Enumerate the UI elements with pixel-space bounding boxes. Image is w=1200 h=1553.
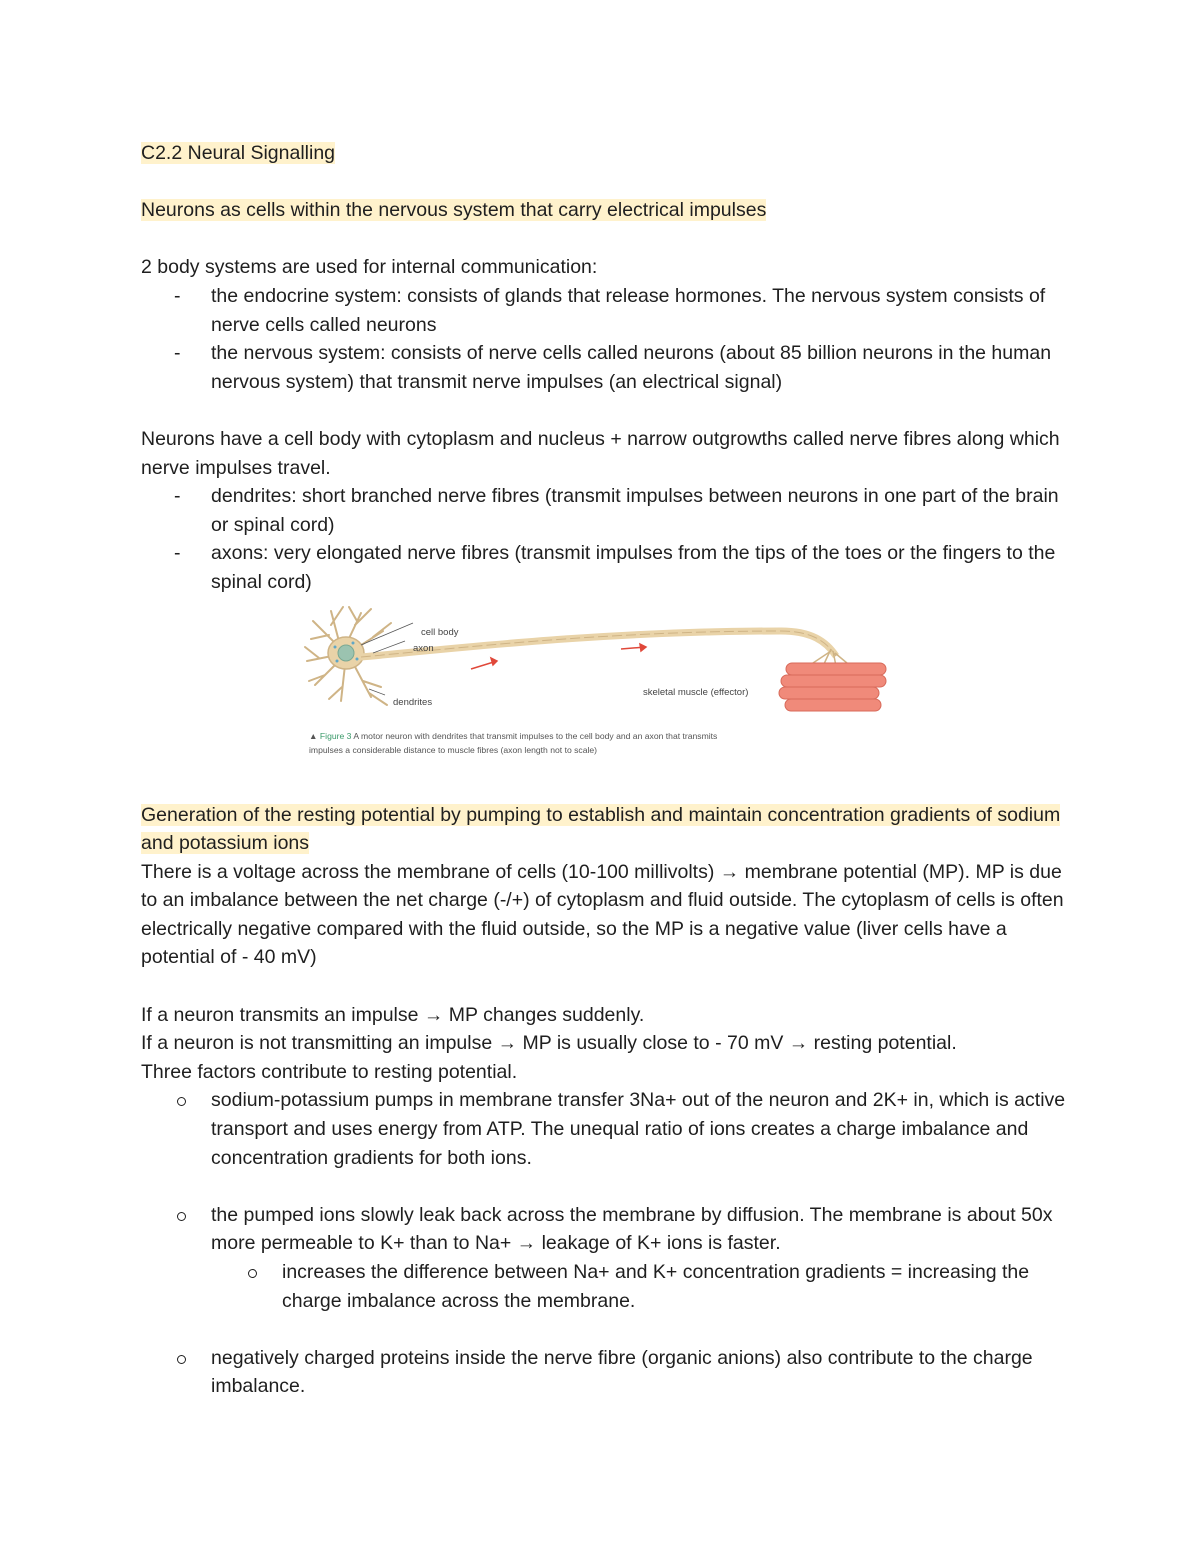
section-heading-neurons: Neurons as cells within the nervous system that carry electrical impulses [141, 199, 767, 222]
label-skeletal-muscle: skeletal muscle (effector) [643, 686, 749, 698]
label-axon: axon [413, 642, 434, 654]
page-title: C2.2 Neural Signalling [141, 142, 336, 164]
paragraph-membrane-potential: There is a voltage across the membrane of cells (10-100 millivolts) → membrane potential (MP). MP is due to an imbalance between the net charge (-/+) of cytoplasm and fluid outside. The cytoplasm of cells is often electrically negative compared with the fluid outside, so the MP is a negative value (liver cells have a potential of - 40 mV) [141, 860, 1064, 969]
list-item: negatively charged proteins inside the nerve fibre (organic anions) also contribute to the charge imbalance. [141, 1344, 1066, 1401]
dash-bullet: - [174, 485, 181, 508]
paragraph-neurons: Neurons have a cell body with cytoplasm and nucleus + narrow outgrowths called nerve fibres along which nerve impulses travel. [141, 427, 1060, 479]
circle-bullet-icon [248, 1269, 257, 1278]
list-factors [141, 1086, 1066, 1172]
paragraph-body-systems: 2 body systems are used for internal communication: [141, 256, 598, 279]
motor-neuron-figure [141, 601, 1066, 801]
list-nerve-fibres [141, 482, 1066, 596]
list-factors [141, 1344, 1066, 1401]
list-body-systems [141, 282, 1066, 396]
section-heading-resting-potential: Generation of the resting potential by pumping to establish and maintain concentration gradients of sodium and potassium ions [141, 803, 1061, 855]
figure-caption: ▲ Figure 3 A motor neuron with dendrites that transmit impulses to the cell body and an axon that transmits impulses a considerable distance to muscle fibres (axon length not to scale) [309, 730, 718, 755]
dash-bullet: - [174, 284, 181, 307]
label-cell-body: cell body [421, 626, 459, 638]
list-item: - axons: very elongated nerve fibres (transmit impulses from the tips of the toes or the fingers to the spinal cord) [141, 539, 1066, 596]
dash-bullet: - [174, 542, 181, 565]
list-item: the pumped ions slowly leak back across the membrane by diffusion. The membrane is about 50x more permeable to K+ than to Na+ → leakage of K+ ions is faster. [141, 1201, 1066, 1258]
circle-bullet-icon [177, 1097, 186, 1106]
paragraph-impulse: If a neuron transmits an impulse → MP changes suddenly. [141, 1003, 645, 1026]
document-page [141, 139, 1066, 1401]
list-item: sodium-potassium pumps in membrane transfer 3Na+ out of the neuron and 2K+ in, which is active transport and uses energy from ATP. The unequal ratio of ions creates a charge imbalance and concentration gradients for both ions. [141, 1086, 1066, 1172]
label-dendrites: dendrites [393, 696, 433, 708]
list-factors [141, 1201, 1066, 1315]
motor-neuron-illustration [301, 601, 891, 726]
circle-bullet-icon [177, 1212, 186, 1221]
list-item: - the nervous system: consists of nerve cells called neurons (about 85 billion neurons in the human nervous system) that transmit nerve impulses (an electrical signal) [141, 339, 1066, 396]
list-item: - dendrites: short branched nerve fibres (transmit impulses between neurons in one part of the brain or spinal cord) [141, 482, 1066, 539]
paragraph-no-impulse: If a neuron is not transmitting an impulse → MP is usually close to - 70 mV → resting potential. [141, 1032, 957, 1055]
dash-bullet: - [174, 342, 181, 365]
paragraph-three-factors: Three factors contribute to resting potential. [141, 1060, 518, 1083]
list-item: - the endocrine system: consists of glands that release hormones. The nervous system consists of nerve cells called neurons [141, 282, 1066, 339]
list-item: increases the difference between Na+ and K+ concentration gradients = increasing the charge imbalance across the membrane. [141, 1258, 1066, 1315]
circle-bullet-icon [177, 1355, 186, 1364]
